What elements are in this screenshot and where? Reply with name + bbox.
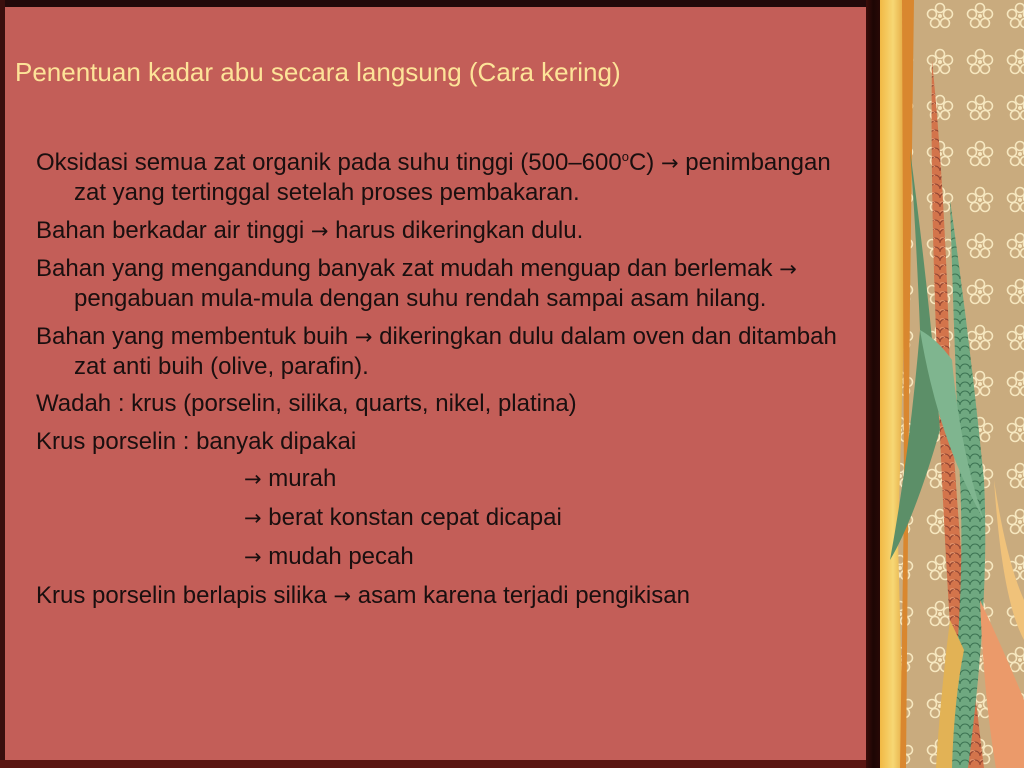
slide-title: Penentuan kadar abu secara langsung (Cara kering) [15, 57, 621, 87]
left-border [0, 0, 5, 768]
item-text: berat konstan cepat dicapai [261, 504, 562, 531]
right-arrow-icon: → [354, 324, 373, 349]
item-text: Bahan yang membentuk buih [36, 322, 355, 350]
item-text: asam karena terjadi pengikisan [351, 582, 690, 609]
right-arrow-icon: → [333, 584, 352, 608]
item-text: pengabuan mula-mula dengan suhu rendah sampai asam hilang. [74, 285, 767, 312]
list-item [36, 254, 866, 313]
right-arrow-icon: → [244, 545, 262, 569]
item-text: Oksidasi semua zat organik pada suhu tinggi (500–600 [36, 149, 622, 176]
list-item [36, 389, 866, 418]
right-arrow-icon: → [779, 257, 797, 281]
item-text: Krus porselin berlapis silika [36, 582, 334, 609]
item-text: dikeringkan dulu dalam oven dan ditambah zat anti buih (olive, parafin). [74, 322, 837, 380]
item-text: Wadah : krus (porselin, silika, quarts, nikel, platina) [36, 390, 577, 417]
item-text: mudah pecah [261, 543, 414, 570]
bullet-list [36, 148, 866, 620]
list-item [36, 216, 866, 246]
item-text: C) [628, 149, 661, 176]
list-item [36, 427, 866, 456]
right-arrow-icon: → [244, 467, 262, 491]
right-arrow-icon: → [310, 218, 329, 243]
list-item [36, 148, 866, 207]
list-item [36, 542, 866, 572]
right-arrow-icon: → [660, 151, 679, 175]
top-border [0, 0, 868, 7]
item-text: Bahan berkadar air tinggi [36, 216, 311, 244]
list-item [36, 503, 866, 533]
superscript: o [621, 149, 629, 164]
list-item [36, 581, 866, 611]
item-text: penimbangan zat yang tertinggal setelah proses pembakaran. [74, 149, 831, 206]
item-text: murah [261, 465, 337, 492]
list-item [36, 322, 866, 381]
item-text: Bahan yang mengandung banyak zat mudah menguap dan berlemak [36, 255, 780, 282]
list-item [36, 464, 866, 494]
item-text: Krus porselin : banyak dipakai [36, 427, 357, 455]
decorative-ribbon-art [880, 0, 1024, 768]
right-arrow-icon: → [244, 506, 262, 530]
bottom-border [0, 760, 868, 768]
item-text: harus dikeringkan dulu. [328, 216, 584, 244]
